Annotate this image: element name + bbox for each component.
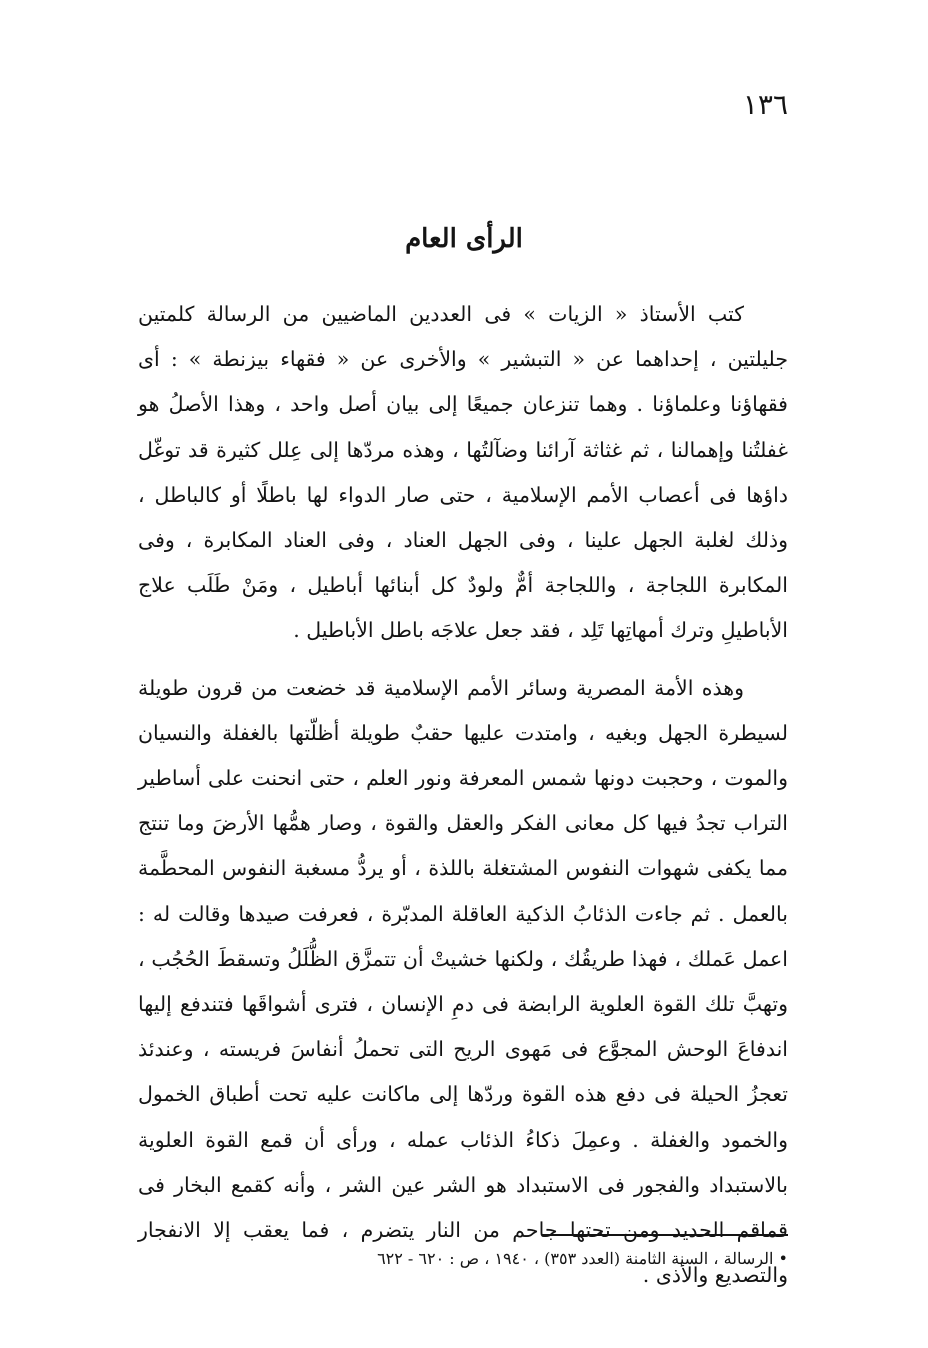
article-body xyxy=(138,292,788,1298)
footnote-divider xyxy=(542,1234,788,1236)
page-number: ١٣٦ xyxy=(742,88,788,121)
paragraph: وهذه الأمة المصرية وسائر الأمم الإسلامية قد خضعت من قرون طويلة لسيطرة الجهل وبغيه ، وامتدت عليها حقبٌ طويلة أظلّتها بالغفلة والنسيان والموت ، وحجبت دونها شمس المعرفة ونور العلم ، حتى انحنت على أساطير التراب تجدُ فيها كل معانى الفكر والعقل والقوة ، وصار همُّها الأرضَ وما تنتج مما يكفى شهوات النفوس المشتغلة باللذة ، أو يردُّ مسغبة النفوس المحطَّمة بالعمل . ثم جاءت الذئابُ الذكية العاقلة المدبّرة ، فعرفت صيدها وقالت له : اعمل عَملك ، فهذا طريقُك ، ولكنها خشيتْ أن تتمزَّق الظُّلَلُ وتسقطَ الحُجُب ، وتهبَّ تلك القوة العلوية الرابضة فى دمِ الإنسان ، فترى أشواقَها فتندفع إليها اندفاعَ الوحش المجوَّع فى مَهوى الريح التى تحملُ أنفاسَ فريسته ، وعندئذ تعجزُ الحيلة فى دفع هذه القوة وردّها إلى ماكانت عليه تحت أطباق الخمول والخمود والغفلة . وعمِلَ ذكاءُ الذئاب عمله ، ورأى أن قمع القوة العلوية بالاستبداد والفجور فى الاستبداد هو الشر عين الشر ، وأنه كقمع البخار فى قماقم الحديد ومن تحتها جاحم من النار يتضرم ، فما يعقب إلا الانفجار والتصديع والأذى . xyxy=(138,675,788,1288)
article-title: الرأى العام xyxy=(405,224,523,254)
paragraph: كتب الأستاذ « الزيات » فى العددين الماضيين من الرسالة كلمتين جليلتين ، إحداهما عن « التبشير » والأخرى عن « فقهاء بيزنطة » : أى فقهاؤنا وعلماؤنا . وهما تنزعان جميعًا إلى بيان أصل واحد ، وهذا الأصلُ هو غفلتُنا وإهمالنا ، ثم غثاثة آرائنا وضآلتُها ، وهذه مردّها إلى عِلل كثيرة قد توغّل داؤها فى أعصاب الأمم الإسلامية ، حتى صار الدواء لها باطلًا أو كالباطل ، وذلك لغلبة الجهل علينا ، وفى الجهل العناد ، وفى العناد المكابرة ، وفى المكابرة اللجاجة ، واللجاجة أمٌّ ولودٌ كل أبنائها أباطيل ، ومَنْ طَلَب علاج الأباطيلِ وترك أمهاتِها تَلِد ، فقد جعل علاجَه باطل الأباطيل . xyxy=(138,302,788,643)
footnote: • الرسالة ، السنة الثامنة (العدد ٣٥٣) ، ١٩٤٠ ، ص : ٦٢٠ - ٦٢٢ xyxy=(377,1249,788,1268)
